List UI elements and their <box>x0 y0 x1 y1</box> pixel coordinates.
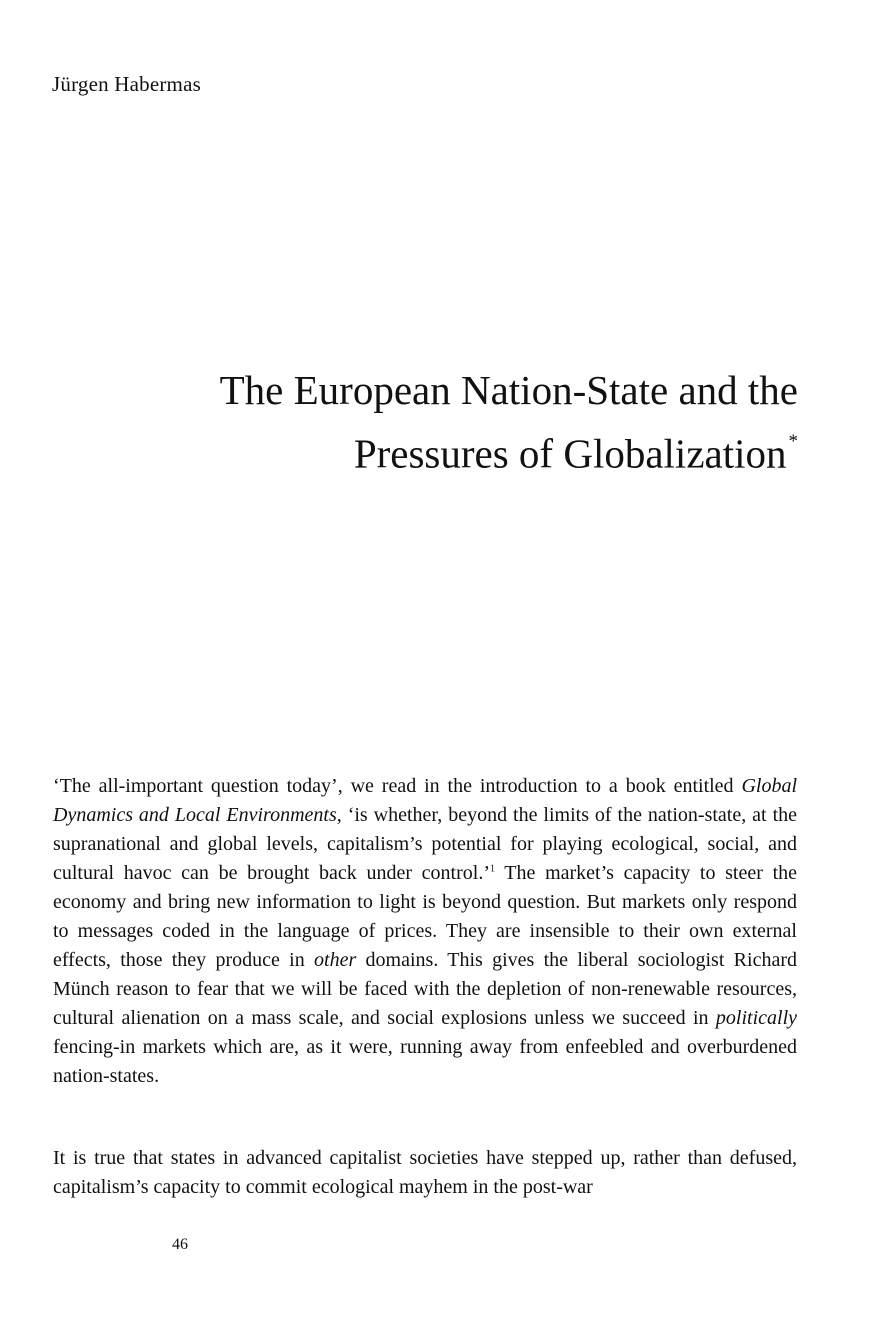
book-title-citation: Global Dynamics and Local Environments <box>53 775 797 826</box>
title-line-1: The European Nation-State and the <box>219 367 798 413</box>
paragraph-1-text-e: fencing-in markets which are, as it were, running away from enfeebled and overburdened nation-states. <box>53 1036 797 1087</box>
paragraph-1-text-d: domains. This gives the liberal sociologist Richard Münch reason to fear that we will be faced with the depletion of non-renewable resources, cultural alienation on a mass scale, and social explosions unless we succeed in <box>53 949 797 1029</box>
paragraph-1-text-c: The market’s capacity to steer the economy and bring new information to light is beyond question. But markets only respond to messages coded in the language of prices. They are insensible to their own external effects, those they produce in <box>53 862 797 971</box>
title-footnote-marker[interactable]: * <box>788 431 798 452</box>
article-title <box>98 362 798 483</box>
emphasis-other: other <box>314 949 357 971</box>
body-paragraph-2: It is true that states in advanced capitalist societies have stepped up, rather than defused, capitalism’s capacity to commit ecological mayhem in the post-war <box>53 1147 797 1198</box>
page-number: 46 <box>172 1236 188 1253</box>
author-name: Jürgen Habermas <box>52 72 201 96</box>
paragraph-1-text-b: , ‘is whether, beyond the limits of the nation-state, at the supranational and global levels, capitalism’s potential for playing ecological, social, and cultural havoc can be brought back under control.’ <box>53 804 797 884</box>
emphasis-politically: politically <box>715 1007 797 1029</box>
title-line-2: Pressures of Globalization <box>353 430 787 477</box>
footnote-marker-1[interactable]: 1 <box>490 863 495 875</box>
paragraph-1-text-a: ‘The all-important question today’, we read in the introduction to a book entitled <box>53 775 742 797</box>
body-paragraph-1 <box>53 772 797 1091</box>
